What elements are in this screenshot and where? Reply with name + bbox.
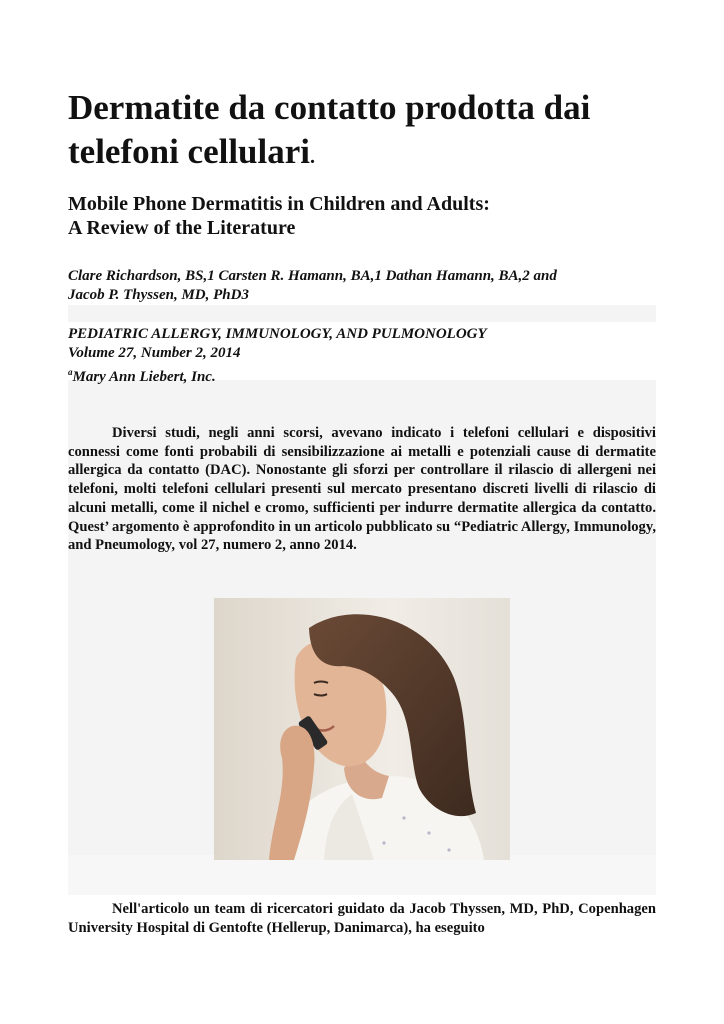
- article-title-dot: .: [310, 146, 316, 168]
- woman-on-phone-illustration: [214, 598, 510, 860]
- journal-info: [68, 325, 668, 387]
- shirt-dot: [447, 848, 450, 851]
- journal-publisher-line: [68, 363, 668, 387]
- background-band-top: [68, 305, 656, 322]
- body-paragraph-2: Nell'articolo un team di ricercatori guidato da Jacob Thyssen, MD, PhD, Copenhagen University Hospital di Gentofte (Hellerup, Danimarca), ha eseguito: [68, 901, 656, 936]
- shirt-dot: [402, 816, 405, 819]
- authors-line-2: Jacob P. Thyssen, MD, PhD3: [68, 287, 249, 303]
- background-band-bottom: [68, 855, 656, 895]
- authors-line-1: Clare Richardson, BS,1 Carsten R. Hamann, BA,1 Dathan Hamann, BA,2 and: [68, 268, 557, 284]
- article-title-text: Dermatite da contatto prodotta dai telefoni cellulari: [68, 88, 591, 171]
- journal-publisher: Mary Ann Liebert, Inc.: [72, 369, 216, 385]
- subtitle-line-1: Mobile Phone Dermatitis in Children and Adults:: [68, 193, 490, 215]
- journal-name: PEDIATRIC ALLERGY, IMMUNOLOGY, AND PULMONOLOGY: [68, 326, 487, 342]
- copyright-mark: a: [68, 367, 73, 377]
- body-paragraph-1: Diversi studi, negli anni scorsi, avevano indicato i telefoni cellulari e dispositivi connessi come fonti probabili di sensibilizzazione ai metalli e potenziali cause di dermatite allergica da contatto (DAC). Nonostante gli sforzi per controllare il rilascio di allergeni nei telefoni, molti telefoni cellulari presenti sul mercato presentano discreti livelli di rilascio di alcuni metalli, come il nichel e cromo, sufficienti per indurre dermatite allergica da contatto. Quest’ argomento è approfondito in un articolo pubblicato su “Pediatric Allergy, Immunology, and Pneumology, vol 27, numero 2, anno 2014.: [68, 425, 656, 554]
- journal-volume: Volume 27, Number 2, 2014: [68, 345, 241, 361]
- subtitle-line-2: A Review of the Literature: [68, 217, 296, 239]
- shirt-dot: [427, 831, 430, 834]
- article-title: [68, 86, 668, 179]
- article-subtitle: [68, 192, 668, 240]
- woman-on-phone-photo: [214, 598, 510, 860]
- author-list: [68, 267, 668, 305]
- shirt-dot: [382, 841, 385, 844]
